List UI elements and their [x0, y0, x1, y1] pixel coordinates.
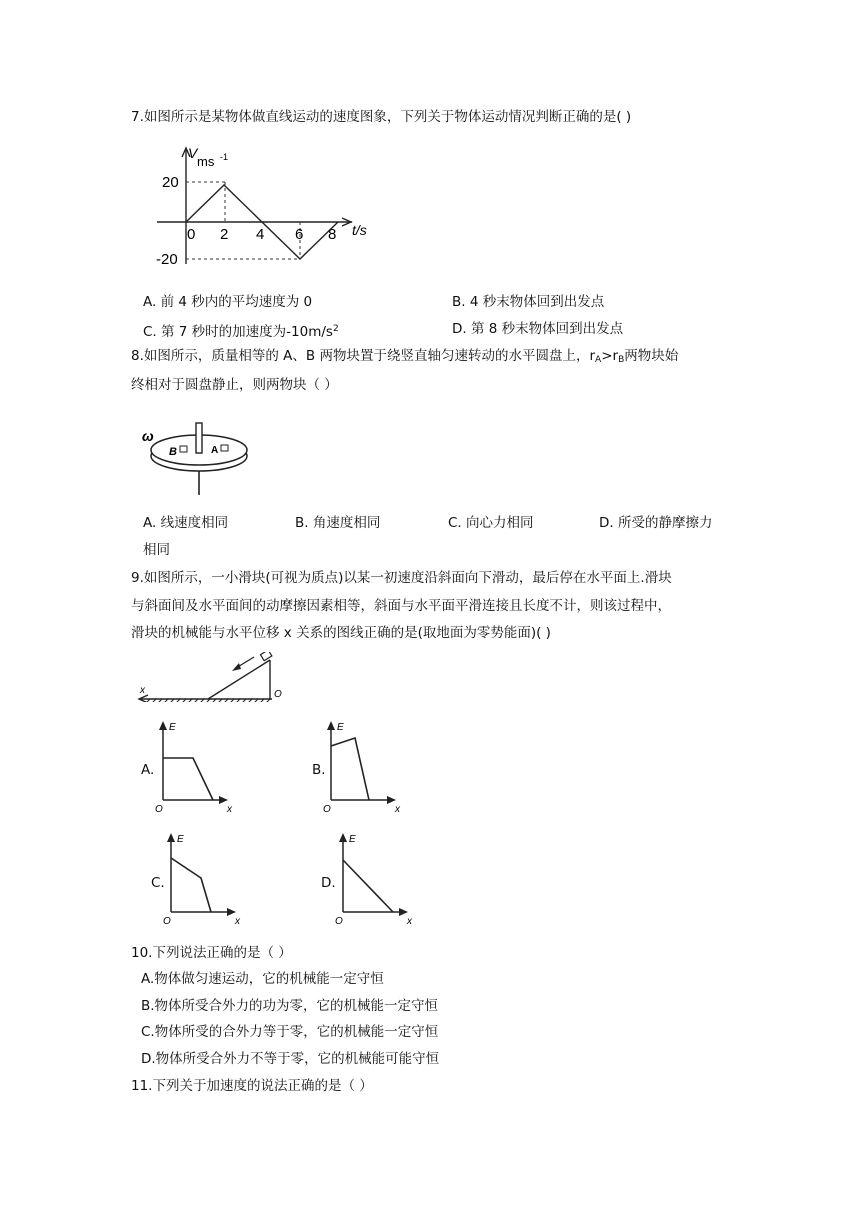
e-axis-arrow [327, 721, 335, 730]
o-label: O [163, 916, 171, 926]
q9-stem-line2: 与斜面间及水平面间的动摩擦因素相等，斜面与水平面平滑连接且长度不计，则该过程中， [131, 598, 671, 614]
q7-option-a: A. 前 4 秒内的平均速度为 0 [143, 294, 313, 310]
q8-option-a: A. 线速度相同 [143, 515, 229, 531]
q8-block-b-label: B [169, 446, 177, 458]
energy-line [171, 858, 211, 912]
q7-velocity-graph [152, 142, 384, 270]
o-label: O [155, 804, 163, 814]
e-axis-arrow [159, 721, 167, 730]
q7-t-label: t/s [352, 222, 367, 238]
q9-graph-c [163, 830, 249, 926]
x-label: x [235, 916, 240, 926]
q7-option-c: C. 第 7 秒时的加速度为$-10m/s^2$ [143, 324, 339, 340]
x-label: x [395, 804, 400, 814]
q7-v-unit: ms [197, 154, 215, 169]
energy-line [331, 738, 369, 800]
q9-option-c-label: C. [151, 875, 165, 891]
q10-option-d: D.物体所受合外力不等于零，它的机械能可能守恒 [141, 1051, 440, 1067]
e-label: E [337, 722, 344, 733]
q8-block-b [180, 446, 187, 452]
o-label: O [335, 916, 343, 926]
q9-option-d-label: D. [321, 875, 336, 891]
q8-option-b: B. 角速度相同 [295, 515, 381, 531]
q9-option-a-label: A. [141, 762, 155, 778]
q10-option-b: B.物体所受合外力的功为零，它的机械能一定守恒 [141, 998, 439, 1014]
q7-x-tick-6: 6 [295, 226, 304, 243]
q8-option-d-cont: 相同 [143, 542, 170, 558]
q9-slider-block [260, 652, 271, 661]
q7-x-tick-2: 2 [220, 226, 229, 243]
q9-fig-x-label: x [140, 685, 145, 696]
q7-x-tick-8: 8 [328, 226, 337, 243]
energy-line [343, 860, 393, 912]
q9-stem-line3: 滑块的机械能与水平位移 x 关系的图线正确的是(取地面为零势能面)( ) [131, 625, 551, 641]
x-axis-arrow [387, 796, 396, 804]
x-axis-arrow [219, 796, 228, 804]
q8-stem-line1: 8.如图所示，质量相等的 A、B 两物块置于绕竖直轴匀速转动的水平圆盘上，$r_A>r_B$两物块始 [131, 348, 679, 365]
q8-axle-top [196, 423, 202, 453]
q9-graph-a [155, 718, 241, 814]
q7-x-tick-4: 4 [256, 226, 265, 243]
x-label: x [227, 804, 232, 814]
q9-stem-line1: 9.如图所示，一小滑块(可视为质点)以某一初速度沿斜面向下滑动，最后停在水平面上.滑块 [131, 570, 672, 586]
q9-motion-arrowhead [232, 663, 241, 671]
q9-fig-o-label: O [274, 689, 282, 700]
q7-v-label: V [188, 145, 198, 161]
q9-incline-figure [136, 652, 288, 702]
q8-block-a-label: A [211, 445, 219, 456]
q8-omega-label: ω [142, 428, 154, 444]
q7-v-unit-exp: -1 [220, 152, 229, 162]
q8-stem-line2: 终相对于圆盘静止，则两物块（ ） [131, 377, 338, 393]
q9-graph-b [323, 718, 409, 814]
q7-y-tick-neg20: -20 [156, 251, 178, 268]
q8-option-c: C. 向心力相同 [448, 515, 534, 531]
q10-option-c: C.物体所受的合外力等于零，它的机械能一定守恒 [141, 1024, 439, 1040]
q11-stem: 11.下列关于加速度的说法正确的是（ ） [131, 1078, 373, 1094]
o-label: O [323, 804, 331, 814]
q7-x-tick-0: 0 [187, 226, 196, 243]
q8-option-d: D. 所受的静摩擦力 [599, 515, 713, 531]
q10-stem: 10.下列说法正确的是（ ） [131, 945, 292, 961]
q10-option-a: A.物体做匀速运动，它的机械能一定守恒 [141, 971, 384, 987]
x-axis-arrow [227, 908, 236, 916]
e-axis-arrow [339, 833, 347, 842]
e-axis-arrow [167, 833, 175, 842]
q9-option-b-label: B. [312, 762, 326, 778]
e-label: E [177, 834, 184, 845]
e-label: E [349, 834, 356, 845]
energy-line [163, 758, 213, 800]
x-axis-arrow [399, 908, 408, 916]
q7-stem: 7.如图所示是某物体做直线运动的速度图象，下列关于物体运动情况判断正确的是( ) [131, 109, 632, 125]
e-label: E [169, 722, 176, 733]
q8-block-a [221, 445, 228, 451]
q9-graph-d [335, 830, 421, 926]
q7-option-b: B. 4 秒末物体回到出发点 [452, 294, 605, 310]
q7-y-tick-20: 20 [162, 174, 179, 191]
x-label: x [407, 916, 412, 926]
q8-turntable-figure [138, 420, 258, 496]
q7-option-d: D. 第 8 秒末物体回到出发点 [452, 321, 624, 337]
